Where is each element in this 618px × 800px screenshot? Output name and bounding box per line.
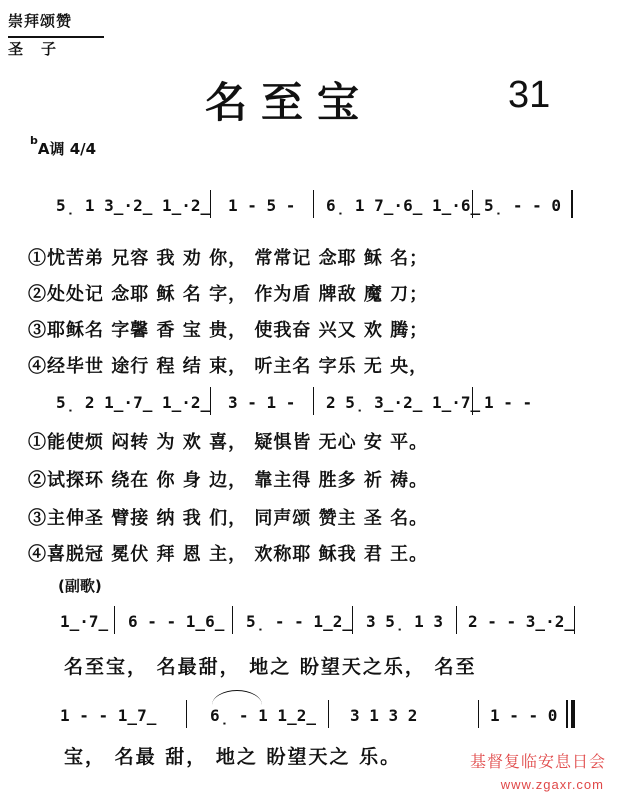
bar-line — [456, 606, 457, 634]
notation-row-3 — [0, 612, 618, 640]
measure: 1̲·7̲ — [60, 612, 109, 631]
lyric-line: ②试探环 绕在 你 身 边， 靠主得 胜多 祈 祷。 — [28, 470, 429, 491]
measure: 1 - - 1̲7̲ — [60, 706, 157, 725]
key-signature — [30, 134, 97, 159]
bar-line — [313, 190, 314, 218]
bar-line — [328, 700, 329, 728]
lyric-line: ④经毕世 途行 程 结 束， 听主名 字乐 无 央， — [28, 356, 429, 377]
hymn-number: 31 — [508, 74, 551, 116]
bar-line — [472, 190, 473, 218]
bar-line — [352, 606, 353, 634]
lyric-line: ①能使烦 闷转 为 欢 喜， 疑惧皆 无心 安 平。 — [28, 432, 429, 453]
category-label: 崇拜颂赞 — [8, 12, 73, 30]
subcategory-label: 圣子 — [8, 40, 75, 58]
measure: 3 5̣ 1 3 — [366, 612, 444, 631]
bar-line — [232, 606, 233, 634]
lyric-line: ②处处记 念耶 稣 名 字， 作为盾 牌敌 魔 刀； — [28, 284, 429, 305]
notation-row-4 — [0, 706, 618, 734]
measure: 5̣ - - 0 — [484, 196, 562, 215]
key-label: A调 4/4 — [37, 140, 97, 158]
measure: 2 5̣ 3̲·2̲ 1̲·7̲ — [326, 393, 481, 412]
lyric-line: ③主伸圣 臂接 纳 我 们， 同声颂 赞主 圣 名。 — [28, 508, 429, 529]
bar-line — [571, 190, 573, 218]
measure: 1 - - 0 — [490, 706, 558, 725]
measure: 6̣ - 1 1̲2̲ — [210, 706, 316, 725]
watermark-url[interactable]: www.zgaxr.com — [500, 777, 604, 792]
measure: 6̣ 1 7̲·6̲ 1̲·6̲ — [326, 196, 481, 215]
final-bar-line — [571, 700, 575, 728]
measure: 6 - - 1̲6̲ — [128, 612, 225, 631]
lyric-line: ③耶稣名 字馨 香 宝 贵， 使我奋 兴又 欢 腾； — [28, 320, 429, 341]
bar-line — [574, 606, 575, 634]
measure: 1 - - — [484, 393, 533, 412]
bar-line — [186, 700, 187, 728]
measure: 5̣ 2 1̲·7̲ 1̲·2̲ — [56, 393, 211, 412]
measure: 5̣ - - 1̲2̲ — [246, 612, 352, 631]
watermark-name: 基督复临安息日会 — [469, 752, 606, 771]
measure: 3 - 1 - — [228, 393, 296, 412]
notation-row-1 — [0, 196, 618, 224]
measure: 2 - - 3̲·2̲ — [468, 612, 574, 631]
bar-line — [313, 387, 314, 415]
chorus-lyric-line: 名至宝， 名最甜， 地之 盼望天之乐， 名至 — [64, 656, 477, 678]
bar-line — [472, 387, 473, 415]
bar-line — [566, 700, 568, 728]
bar-line — [478, 700, 479, 728]
measure: 1 - 5 - — [228, 196, 296, 215]
lyric-line: ④喜脱冠 冕伏 拜 恩 主， 欢称耶 稣我 君 王。 — [28, 544, 429, 565]
bar-line — [210, 190, 211, 218]
measure: 3 1 3 2 — [350, 706, 418, 725]
notation-row-2 — [0, 393, 618, 421]
page-title: 名至宝 — [205, 78, 374, 127]
lyric-line: ①忧苦弟 兄容 我 劝 你， 常常记 念耶 稣 名； — [28, 248, 429, 269]
flat-sign: b — [30, 134, 38, 147]
bar-line — [210, 387, 211, 415]
measure: 5̣ 1 3̲·2̲ 1̲·2̲ — [56, 196, 211, 215]
chorus-lyric-line: 宝， 名最 甜， 地之 盼望天之 乐。 — [64, 746, 402, 768]
bar-line — [114, 606, 115, 634]
tie-slur — [212, 690, 262, 705]
chorus-label: (副歌) — [58, 577, 102, 595]
